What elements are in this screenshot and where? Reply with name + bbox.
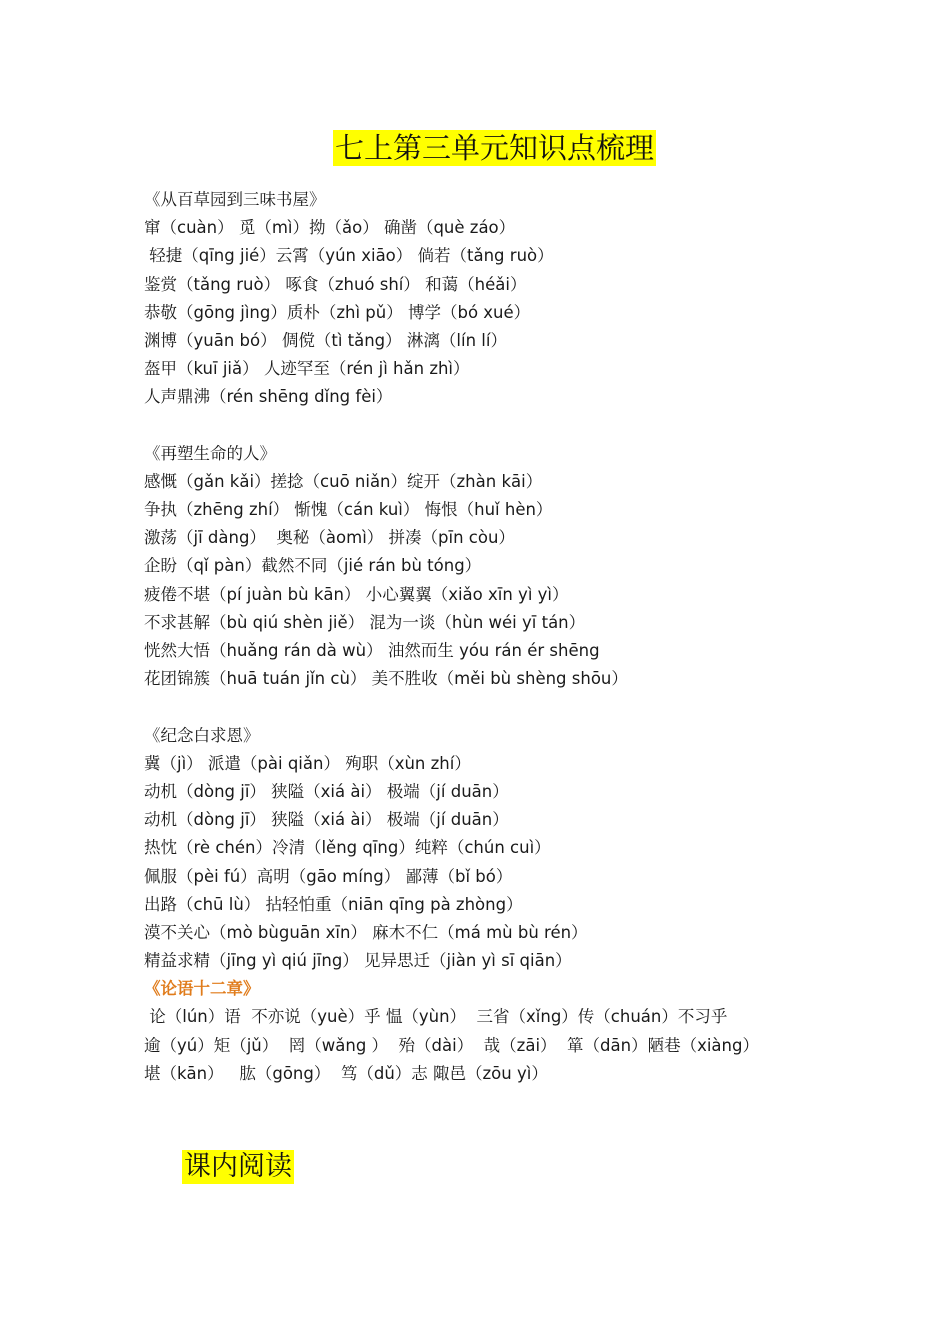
vocab-line: 争执（zhēng zhí） 惭愧（cán kuì） 悔恨（huǐ hèn） [144,500,553,520]
vocab-line: 精益求精（jīng yì qiú jīng） 见异思迁（jiàn yì sī qiān） [144,951,572,971]
vocab-line: 疲倦不堪（pí juàn bù kān） 小心翼翼（xiǎo xīn yì yì） [144,584,569,604]
vocab-line: 渊博（yuān bó） 倜傥（tì tǎng） 淋漓（lín lí） [144,330,507,350]
vocab-line: 不求甚解（bù qiú shèn jiě） 混为一谈（hùn wéi yī tán） [144,612,586,632]
blank-line [144,412,904,440]
section-heading: 《再塑生命的人》 [144,443,276,463]
vocab-line: 动机（dòng jī） 狭隘（xiá ài） 极端（jí duān） [144,810,509,830]
vocab-line: 企盼（qǐ pàn）截然不同（jié rán bù tóng） [144,556,482,576]
vocab-line: 窜（cuàn） 觅（mì）拗（ǎo） 确凿（què záo） [144,218,516,238]
blank-line [144,693,904,721]
vocab-line: 热忱（rè chén）冷清（lěng qīng）纯粹（chún cuì） [144,838,551,858]
page-title: 七上第三单元知识点梳理 [335,131,655,165]
vocab-line: 盔甲（kuī jiǎ） 人迹罕至（rén jì hǎn zhì） [144,359,470,379]
reading-section-title: 课内阅读 [184,1151,292,1182]
section-heading-highlighted: 《论语十二章》 [144,979,260,999]
vocab-line: 激荡（jī dàng） 奥秘（àomì） 拼凑（pīn còu） [144,528,515,548]
vocab-line: 恍然大悟（huǎng rán dà wù） 油然而生 yóu rán ér shēng [144,641,600,660]
vocab-line: 动机（dòng jī） 狭隘（xiá ài） 极端（jí duān） [144,781,509,801]
section-heading: 《从百草园到三味书屋》 [144,190,326,209]
section-heading: 《纪念白求恩》 [144,725,260,745]
vocab-line: 鉴赏（tǎng ruò） 啄食（zhuó shí） 和蔼（héǎi） [144,274,527,294]
vocab-line: 逾（yú）矩（jǔ） 罔（wǎng ） 殆（dài） 哉（zāi） 箪（dān）陋巷（xiàng） [144,1035,759,1055]
vocab-line: 佩服（pèi fú）高明（gāo míng） 鄙薄（bǐ bó） [144,866,513,886]
vocab-line: 花团锦簇（huā tuán jǐn cù） 美不胜收（měi bù shèng shōu） [144,669,628,689]
vocab-line: 轻捷（qīng jié）云霄（yún xiāo） 倘若（tǎng ruò） [144,246,554,266]
vocab-line: 堪（kān） 肱（gōng） 笃（dǔ）志 陬邑（zōu yì） [144,1063,548,1083]
vocab-line: 人声鼎沸（rén shēng dǐng fèi） [144,387,393,407]
vocabulary-list [144,186,904,1088]
vocab-line: 感慨（gǎn kǎi）搓捻（cuō niǎn）绽开（zhàn kāi） [144,471,543,491]
vocab-line: 冀（jì） 派遣（pài qiǎn） 殉职（xùn zhí） [144,753,471,773]
vocab-line: 漠不关心（mò bùguān xīn） 麻木不仁（má mù bù rén） [144,922,588,942]
vocab-line: 恭敬（gōng jìng）质朴（zhì pǔ） 博学（bó xué） [144,302,531,322]
vocab-line: 论（lún）语 不亦说（yuè）乎 愠（yùn） 三省（xǐng）传（chuán）不习乎 [144,1007,728,1027]
vocab-line: 出路（chū lù） 拈轻怕重（niān qīng pà zhòng） [144,894,523,914]
